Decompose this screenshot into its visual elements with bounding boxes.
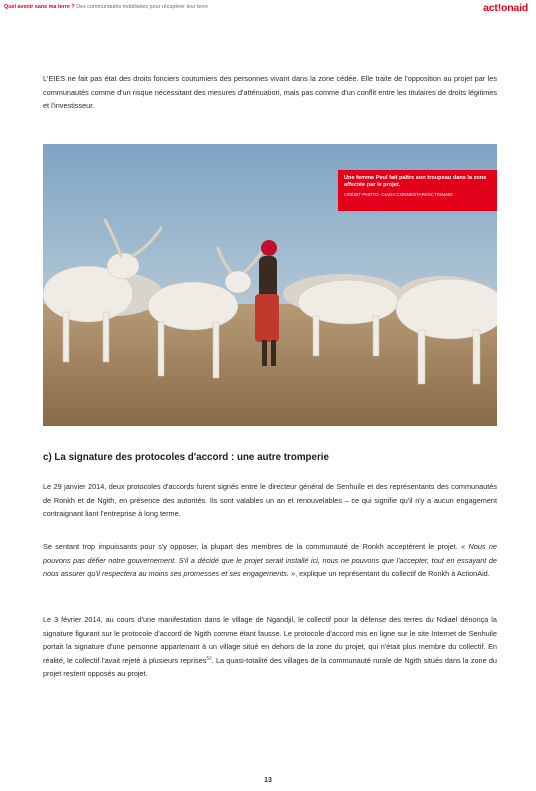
intro-paragraph: L'EIES ne fait pas état des droits fonciers coutumiers des personnes vivant dans la zone cédée. Elle traite de l'opposition au projet par les communautés comme d'un risque nécessitant des mesures d'atténuation, mais pas comme d'un conflit entre les titulaires de droits légitimes et l'investisseur. [43, 74, 497, 111]
paragraph-protocols: Le 29 janvier 2014, deux protocoles d'accords furent signés entre le directeur général de Senhuile et des représentants des communautés de Ronkh et de Ngith, en présence des autorités. Ils sont valables un an et renouvelables – ce qui signifie qu'il n'y a aucun engagement contraignant liant l'entreprise à long terme. [43, 482, 497, 519]
section-heading: c) La signature des protocoles d'accord : une autre tromperie [43, 452, 329, 463]
photo-credit: CRÉDIT PHOTO: GIADA CONNESTARI/ACTIONAID [344, 191, 453, 197]
paragraph-ngith-end: . La quasi-totalité des villages de la communauté rurale de Ngith situés dans la zone du projet restent opposés au projet. [43, 655, 497, 679]
paragraph-ronkh [43, 540, 497, 581]
footnote-marker[interactable]: 52 [206, 656, 212, 662]
header-title-bold: Quel avenir sans ma terre ? [4, 4, 75, 10]
paragraph-ngith-start: Le 3 février 2014, au cours d'une manifestation dans le village de Ngandjil, le collectif pour la défense des terres du Ndiael dénonça la signature figurant sur le protocole d'accord de Ngith comme étant fausse. Le protocole d'accord mis en ligne sur le site Internet de Senhuile portait la signature d'une personne appartenant à un village situé en dehors de la zone du projet, qui n'était plus membre du collectif. En réalité, le collectif l'avait rejeté à plusieurs reprises [43, 615, 497, 665]
actionaid-logo: act!onaid [483, 2, 528, 14]
paragraph-ronkh-end: , explique un représentant du collectif de Ronkh à ActionAid. [295, 569, 490, 579]
photo-caption-text: Une femme Peul fait paître son troupeau dans la zone affectée par le projet. [344, 175, 487, 189]
page-number: 13 [264, 777, 272, 784]
header-title-subtitle: Des communautés mobilisées pour récupérer leur terre [74, 4, 209, 10]
page-header [0, 0, 536, 14]
paragraph-ronkh-start: Se sentant trop impuissants pour s'y opposer, la plupart des membres de la communauté de Ronkh acceptèrent le projet. [43, 542, 462, 551]
photo-caption [338, 170, 497, 211]
paragraph-ronkh-quote: « Nous ne pouvons pas défier notre gouvernement. S'il a décidé que le projet serait installé ici, nous ne pouvons que l'accepter, tout en essayant de nous assurer qu'il respectera au moins ses promesses et ses engagements. » [43, 542, 497, 579]
paragraph-ngith [43, 613, 497, 681]
header-title [4, 4, 208, 10]
